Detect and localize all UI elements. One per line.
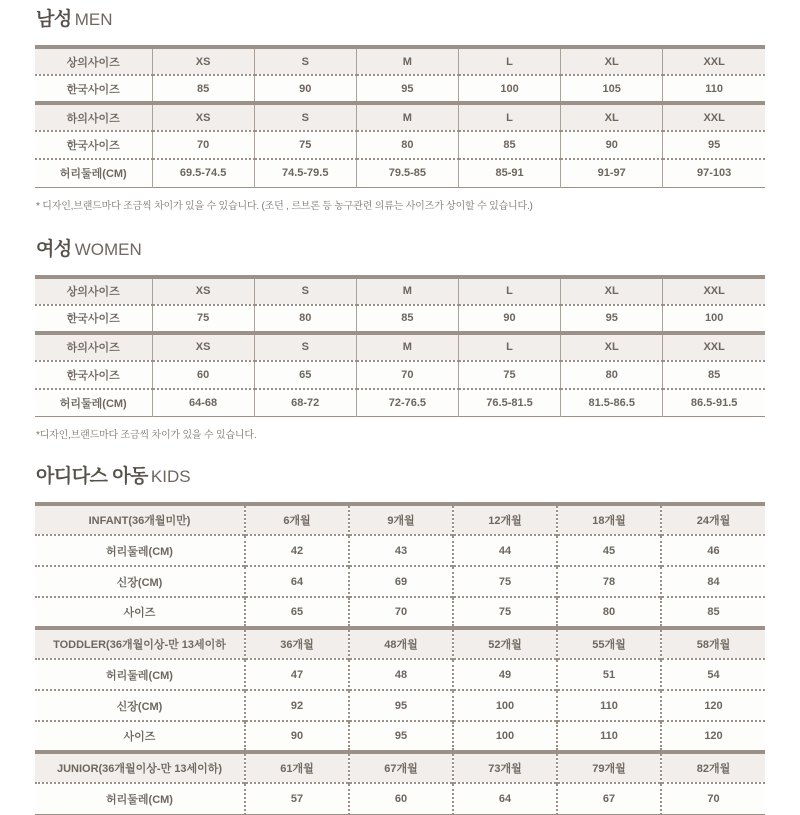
value-cell: 74.5-79.5: [254, 159, 356, 187]
row-label-cell: 신장(CM): [35, 566, 245, 597]
value-cell: 95: [349, 690, 453, 721]
value-cell: 80: [356, 131, 458, 159]
value-cell: 90: [458, 305, 560, 333]
size-header-cell: XXL: [663, 103, 765, 131]
women-title-korean: 여성: [36, 238, 72, 260]
men-size-section: [35, 6, 765, 212]
row-label-cell: 하의사이즈: [35, 333, 152, 361]
size-header-row: [35, 103, 765, 131]
value-cell: 65: [254, 361, 356, 389]
table-row: [35, 75, 765, 103]
size-header-cell: L: [458, 103, 560, 131]
kids-title-english: KIDS: [150, 467, 191, 486]
men-size-note: * 디자인,브랜드마다 조금씩 차이가 있을 수 있습니다. (조던 , 르브론 등 농구관련 의류는 사이즈가 상이할 수 있습니다.): [36, 200, 533, 212]
value-cell: 64: [245, 566, 349, 597]
value-cell: 120: [661, 690, 765, 721]
size-header-row: [35, 277, 765, 305]
size-header-cell: XS: [152, 333, 254, 361]
value-cell: 70: [356, 361, 458, 389]
size-header-cell: 67개월: [349, 752, 453, 783]
row-label-cell: 상의사이즈: [35, 47, 152, 75]
value-cell: 75: [254, 131, 356, 159]
value-cell: 110: [557, 690, 661, 721]
row-label-cell: 사이즈: [35, 597, 245, 628]
value-cell: 54: [661, 659, 765, 690]
value-cell: 57: [245, 783, 349, 814]
size-header-cell: XL: [561, 47, 663, 75]
women-size-section: [35, 236, 765, 442]
table-row: [35, 131, 765, 159]
value-cell: 69.5-74.5: [152, 159, 254, 187]
value-cell: 100: [458, 75, 560, 103]
size-header-cell: 73개월: [453, 752, 557, 783]
size-header-cell: XS: [152, 277, 254, 305]
value-cell: 70: [661, 783, 765, 814]
size-header-cell: XS: [152, 47, 254, 75]
value-cell: 91-97: [561, 159, 663, 187]
value-cell: 60: [152, 361, 254, 389]
size-header-row: [35, 333, 765, 361]
table-row: [35, 566, 765, 597]
table-row: [35, 659, 765, 690]
size-header-cell: XXL: [663, 333, 765, 361]
size-header-cell: 6개월: [245, 504, 349, 535]
row-label-cell: 한국사이즈: [35, 75, 152, 103]
value-cell: 60: [349, 783, 453, 814]
table-row: [35, 535, 765, 566]
value-cell: 67: [557, 783, 661, 814]
value-cell: 47: [245, 659, 349, 690]
row-label-cell: 허리둘레(CM): [35, 535, 245, 566]
table-row: [35, 159, 765, 187]
value-cell: 45: [557, 535, 661, 566]
size-header-cell: 52개월: [453, 628, 557, 659]
kids-size-section: [35, 463, 765, 815]
men-size-table: [35, 45, 765, 188]
row-label-cell: INFANT(36개월미만): [35, 504, 245, 535]
value-cell: 70: [349, 597, 453, 628]
size-header-cell: 55개월: [557, 628, 661, 659]
size-header-row: [35, 752, 765, 783]
value-cell: 48: [349, 659, 453, 690]
value-cell: 69: [349, 566, 453, 597]
row-label-cell: 사이즈: [35, 721, 245, 752]
row-label-cell: 하의사이즈: [35, 103, 152, 131]
row-label-cell: 허리둘레(CM): [35, 659, 245, 690]
size-header-cell: L: [458, 277, 560, 305]
size-header-cell: XS: [152, 103, 254, 131]
size-header-cell: M: [356, 277, 458, 305]
value-cell: 95: [561, 305, 663, 333]
value-cell: 100: [663, 305, 765, 333]
value-cell: 72-76.5: [356, 389, 458, 417]
row-label-cell: 허리둘레(CM): [35, 159, 152, 187]
size-header-row: [35, 47, 765, 75]
value-cell: 80: [557, 597, 661, 628]
value-cell: 85: [663, 361, 765, 389]
value-cell: 44: [453, 535, 557, 566]
row-label-cell: TODDLER(36개월이상-만 13세이하: [35, 628, 245, 659]
value-cell: 90: [561, 131, 663, 159]
kids-title-korean: 아디다스 아동: [36, 466, 148, 487]
value-cell: 100: [453, 721, 557, 752]
size-header-cell: M: [356, 47, 458, 75]
table-row: [35, 597, 765, 628]
size-header-cell: 79개월: [557, 752, 661, 783]
value-cell: 100: [453, 690, 557, 721]
women-title-english: WOMEN: [74, 239, 142, 259]
size-header-cell: 9개월: [349, 504, 453, 535]
value-cell: 84: [661, 566, 765, 597]
value-cell: 95: [349, 721, 453, 752]
row-label-cell: 상의사이즈: [35, 277, 152, 305]
value-cell: 80: [254, 305, 356, 333]
size-header-cell: XXL: [663, 277, 765, 305]
value-cell: 86.5-91.5: [663, 389, 765, 417]
kids-size-table: [35, 502, 765, 815]
value-cell: 79.5-85: [356, 159, 458, 187]
row-label-cell: 한국사이즈: [35, 361, 152, 389]
value-cell: 64: [453, 783, 557, 814]
row-label-cell: JUNIOR(36개월이상-만 13세이하): [35, 752, 245, 783]
value-cell: 110: [663, 75, 765, 103]
value-cell: 95: [663, 131, 765, 159]
value-cell: 85: [152, 75, 254, 103]
value-cell: 105: [561, 75, 663, 103]
value-cell: 85: [661, 597, 765, 628]
size-header-cell: XL: [561, 103, 663, 131]
value-cell: 97-103: [663, 159, 765, 187]
value-cell: 90: [245, 721, 349, 752]
size-header-row: [35, 504, 765, 535]
size-header-cell: 58개월: [661, 628, 765, 659]
men-title-english: MEN: [74, 10, 113, 29]
size-header-cell: S: [254, 277, 356, 305]
value-cell: 65: [245, 597, 349, 628]
size-header-cell: L: [458, 47, 560, 75]
value-cell: 70: [152, 131, 254, 159]
size-header-cell: S: [254, 333, 356, 361]
value-cell: 46: [661, 535, 765, 566]
men-section-title: [36, 6, 765, 32]
women-section-title: [36, 236, 765, 262]
men-title-korean: 남성: [36, 9, 72, 30]
kids-section-title: [36, 463, 765, 489]
size-header-row: [35, 628, 765, 659]
size-header-cell: XL: [561, 333, 663, 361]
size-header-cell: S: [254, 47, 356, 75]
value-cell: 49: [453, 659, 557, 690]
women-size-table: [35, 275, 765, 418]
table-row: [35, 305, 765, 333]
value-cell: 43: [349, 535, 453, 566]
value-cell: 92: [245, 690, 349, 721]
size-header-cell: 18개월: [557, 504, 661, 535]
value-cell: 80: [561, 361, 663, 389]
women-size-note: *디자인,브랜드마다 조금씩 차이가 있을 수 있습니다.: [36, 430, 257, 441]
size-header-cell: M: [356, 333, 458, 361]
value-cell: 75: [453, 597, 557, 628]
value-cell: 110: [557, 721, 661, 752]
size-header-cell: 12개월: [453, 504, 557, 535]
value-cell: 75: [453, 566, 557, 597]
value-cell: 42: [245, 535, 349, 566]
size-header-cell: M: [356, 103, 458, 131]
value-cell: 75: [458, 361, 560, 389]
value-cell: 81.5-86.5: [561, 389, 663, 417]
value-cell: 75: [152, 305, 254, 333]
value-cell: 85-91: [458, 159, 560, 187]
table-row: [35, 690, 765, 721]
row-label-cell: 한국사이즈: [35, 305, 152, 333]
value-cell: 85: [356, 305, 458, 333]
value-cell: 95: [356, 75, 458, 103]
table-row: [35, 361, 765, 389]
size-header-cell: 61개월: [245, 752, 349, 783]
value-cell: 85: [458, 131, 560, 159]
table-row: [35, 783, 765, 814]
row-label-cell: 허리둘레(CM): [35, 783, 245, 814]
row-label-cell: 신장(CM): [35, 690, 245, 721]
size-header-cell: 24개월: [661, 504, 765, 535]
size-header-cell: L: [458, 333, 560, 361]
value-cell: 64-68: [152, 389, 254, 417]
size-header-cell: 36개월: [245, 628, 349, 659]
size-header-cell: XL: [561, 277, 663, 305]
table-row: [35, 389, 765, 417]
row-label-cell: 한국사이즈: [35, 131, 152, 159]
table-row: [35, 721, 765, 752]
value-cell: 76.5-81.5: [458, 389, 560, 417]
row-label-cell: 허리둘레(CM): [35, 389, 152, 417]
value-cell: 90: [254, 75, 356, 103]
value-cell: 120: [661, 721, 765, 752]
value-cell: 68-72: [254, 389, 356, 417]
value-cell: 51: [557, 659, 661, 690]
size-header-cell: 82개월: [661, 752, 765, 783]
size-header-cell: XXL: [663, 47, 765, 75]
size-header-cell: 48개월: [349, 628, 453, 659]
size-header-cell: S: [254, 103, 356, 131]
value-cell: 78: [557, 566, 661, 597]
